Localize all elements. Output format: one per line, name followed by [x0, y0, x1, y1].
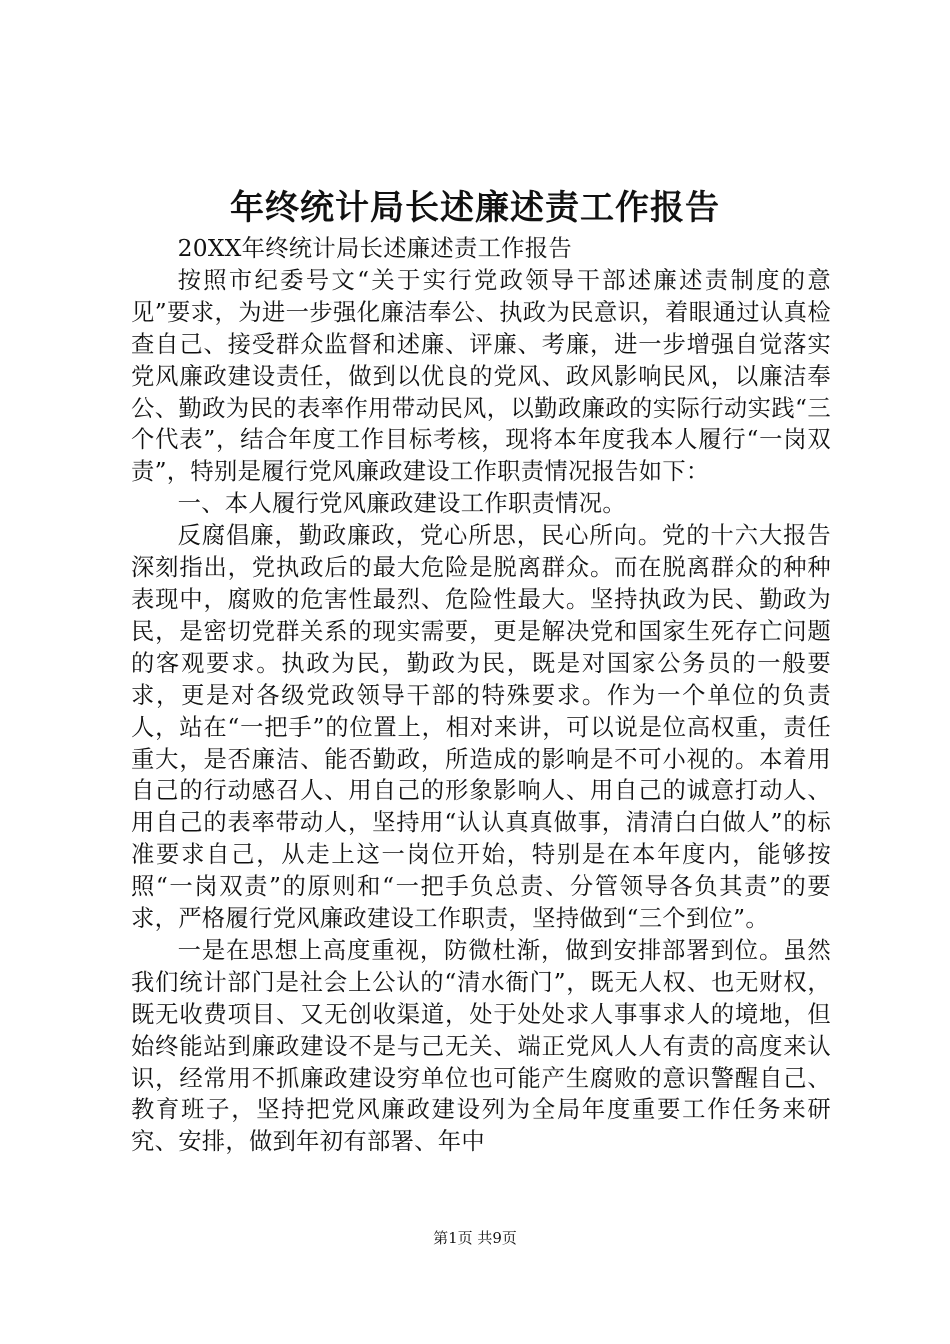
body-paragraph: 按照市纪委号文“关于实行党政领导干部述廉述责制度的意见”要求，为进一步强化廉洁奉公、执政为民意识，着眼通过认真检查自己、接受群众监督和述廉、评廉、考廉，进一步增强自觉落实党风廉政建设责任，做到以优良的党风、政风影响民风，以廉洁奉公、勤政为民的表率作用带动民风，以勤政廉政的实际行动实践“三个代表”，结合年度工作目标考核，现将本年度我本人履行“一岗双责”，特别是履行党风廉政建设工作职责情况报告如下： — [131, 266, 831, 486]
body-paragraph: 一是在思想上高度重视，防微杜渐，做到安排部署到位。虽然我们统计部门是社会上公认的“清水衙门”，既无人权、也无财权，既无收费项目、又无创收渠道，处于处处求人事事求人的境地，但始终能站到廉政建设不是与己无关、端正党风人人有责的高度来认识，经常用不抓廉政建设穷单位也可能产生腐败的意识警醒自己、教育班子，坚持把党风廉政建设列为全局年度重要工作任务来研究、安排，做到年初有部署、年中 — [131, 936, 831, 1156]
subtitle-paragraph: 20XX年终统计局长述廉述责工作报告 — [177, 235, 572, 262]
body-paragraph: 反腐倡廉，勤政廉政，党心所思，民心所向。党的十六大报告深刻指出，党执政后的最大危险是脱离群众。而在脱离群众的种种表现中，腐败的危害性最烈、危险性最大。坚持执政为民、勤政为民，是密切党群关系的现实需要，更是解决党和国家生死存亡问题的客观要求。执政为民，勤政为民，既是对国家公务员的一般要求，更是对各级党政领导干部的特殊要求。作为一个单位的负责人，站在“一把手”的位置上，相对来讲，可以说是位高权重，责任重大，是否廉洁、能否勤政，所造成的影响是不可小视的。本着用自己的行动感召人、用自己的形象影响人、用自己的诚意打动人、用自己的表率带动人，坚持用“认认真真做事，清清白白做人”的标准要求自己，从走上这一岗位开始，特别是在本年度内，能够按照“一岗双责”的原则和“一把手负总责、分管领导各负其责”的要求，严格履行党风廉政建设工作职责，坚持做到“三个到位”。 — [131, 522, 831, 933]
document-title: 年终统计局长述廉述责工作报告 — [230, 188, 720, 228]
document-body — [131, 233, 831, 1158]
page-footer: 第1页 共9页 — [433, 1229, 517, 1247]
section-heading: 一、本人履行党风廉政建设工作职责情况。 — [177, 490, 626, 518]
